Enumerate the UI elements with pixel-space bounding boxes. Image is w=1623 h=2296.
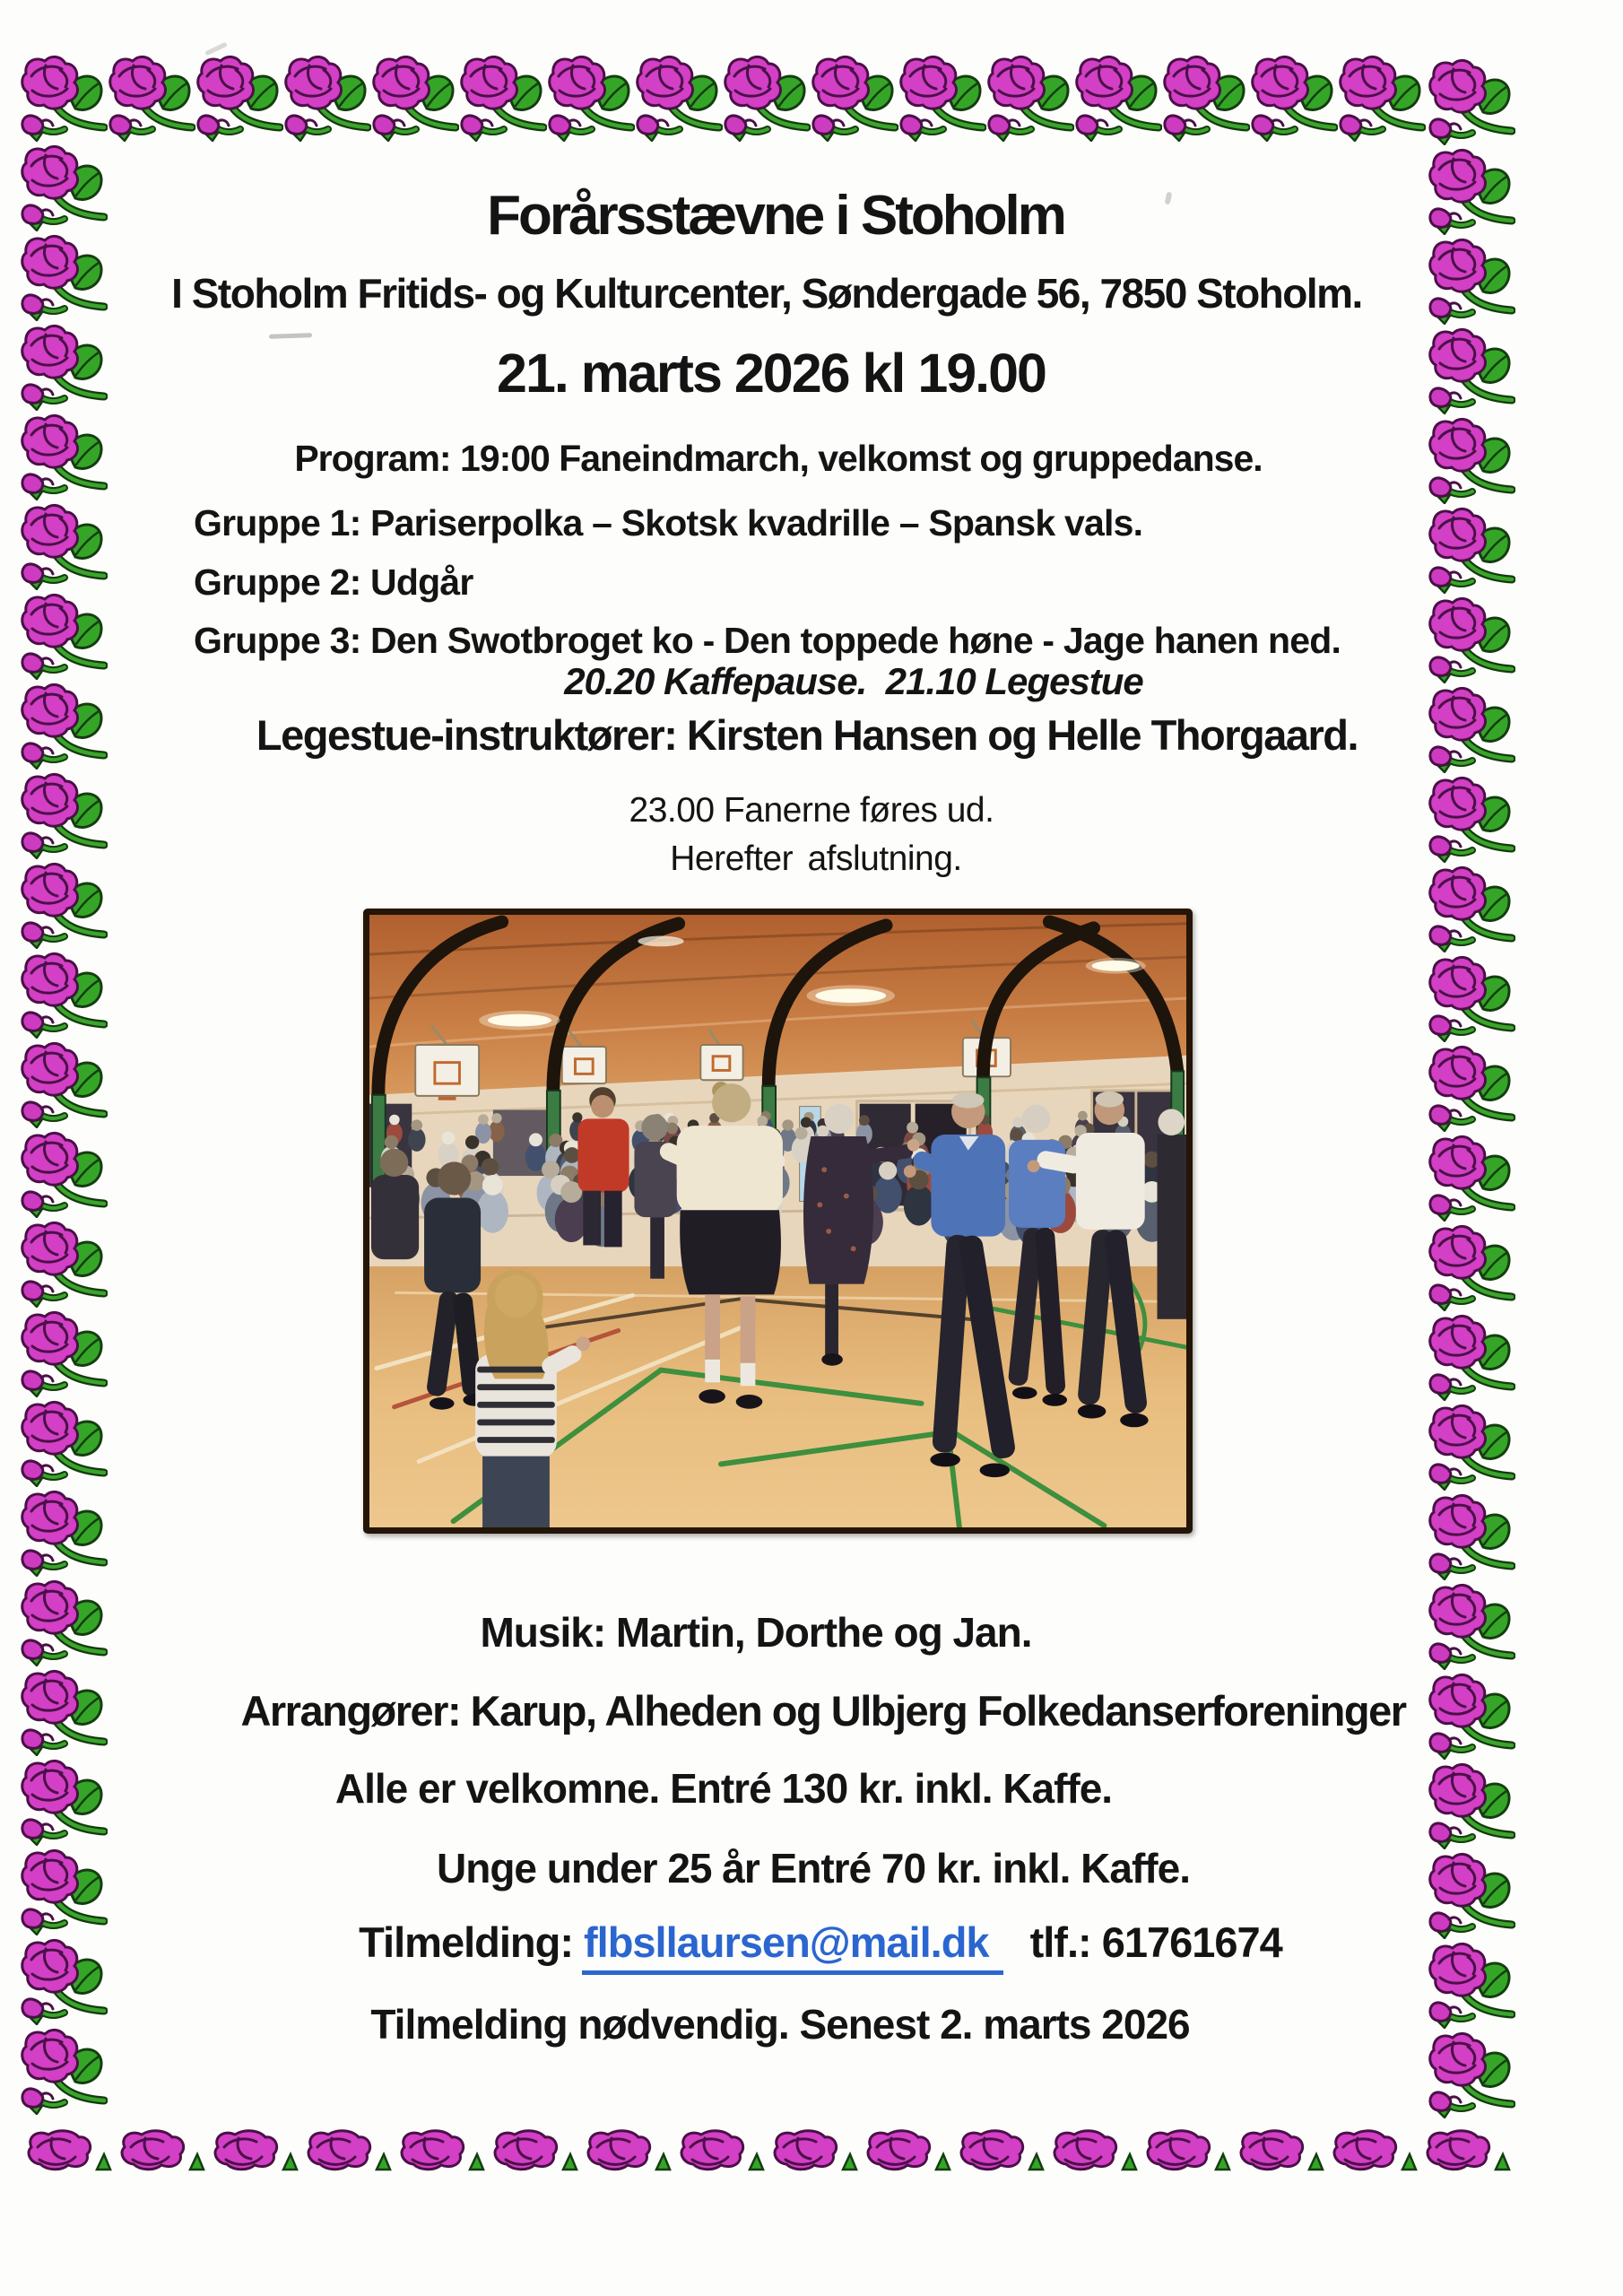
coffee-break-line: 20.20 Kaffepause. 21.10 Legestue [564,660,1143,702]
rose-border-top [20,52,1426,142]
rose-icon [1428,1760,1515,1849]
venue-line: I Stoholm Fritids- og Kulturcenter, Søndergade 56, 7850 Stoholm. [171,270,1362,317]
deadline-line: Tilmelding nødvendig. Senest 2. marts 2026 [370,2001,1190,2048]
rose-icon [1144,2127,1237,2174]
rose-icon [20,590,108,680]
rose-icon [20,1039,108,1128]
rose-icon [1338,52,1426,142]
rose-icon [1428,2029,1515,2118]
datetime-line: 21. marts 2026 kl 19.00 [497,343,1046,404]
scan-artifact [269,333,312,339]
rose-icon [20,411,108,500]
rose-icon [212,2127,305,2174]
rose-icon [958,2127,1051,2174]
rose-icon [898,52,986,142]
rose-icon [398,2127,491,2174]
rose-icon [1428,145,1515,235]
email-link[interactable]: flbsllaursen@mail.dk [582,1918,1003,1975]
rose-border-bottom [25,2127,1517,2174]
group-2-line: Gruppe 2: Udgår [194,561,473,603]
rose-icon [20,2025,108,2115]
rose-icon [20,1308,108,1397]
rose-icon [20,231,108,321]
rose-icon [1428,1042,1515,1132]
rose-icon [723,52,811,142]
group-3-line: Gruppe 3: Den Swotbroget ko - Den toppede høne - Jage hanen ned. [194,620,1341,661]
rose-icon [20,770,108,859]
rose-icon [20,949,108,1039]
rose-icon [20,680,108,770]
program-header: Program: 19:00 Faneindmarch, velkomst og gruppedanse. [294,438,1263,479]
event-title: Forårsstævne i Stoholm [487,185,1064,247]
rose-icon [118,2127,212,2174]
rose-icon [1428,1401,1515,1491]
rose-icon [1428,235,1515,325]
rose-icon [20,1487,108,1577]
closing-line: Herefter afslutning. [670,839,962,878]
music-line: Musik: Martin, Dorthe og Jan. [480,1609,1032,1656]
rose-icon [771,2127,864,2174]
signup-phone: tlf.: 61761674 [1029,1918,1282,1966]
rose-icon [986,52,1074,142]
rose-icon [20,1397,108,1487]
rose-icon [20,1935,108,2025]
rose-icon [585,2127,678,2174]
rose-icon [108,52,195,142]
rose-icon [20,1577,108,1666]
rose-icon [20,321,108,411]
entry-young-line: Unge under 25 år Entré 70 kr. inkl. Kaffe. [437,1845,1190,1892]
rose-icon [1428,1311,1515,1401]
rose-icon [635,52,723,142]
dance-hall-scene [369,915,1186,1527]
rose-icon [678,2127,771,2174]
rose-icon [864,2127,958,2174]
organizers-line: Arrangører: Karup, Alheden og Ulbjerg Folkedanserforeninger [240,1687,1406,1735]
rose-icon [1428,1491,1515,1580]
rose-icon [20,142,108,231]
rose-icon [1428,1222,1515,1311]
signup-label: Tilmelding: [359,1918,573,1966]
rose-icon [1428,56,1515,145]
rose-icon [371,52,459,142]
rose-icon [1428,952,1515,1042]
rose-icon [195,52,283,142]
rose-icon [811,52,898,142]
rose-icon [491,2127,585,2174]
signup-line [161,1919,1480,1967]
rose-icon [1428,325,1515,414]
rose-icon [547,52,635,142]
rose-icon [1051,2127,1144,2174]
rose-icon [1428,414,1515,504]
rose-icon [20,500,108,590]
flags-out-line: 23.00 Fanerne føres ud. [629,791,994,830]
rose-icon [459,52,547,142]
rose-icon [1074,52,1162,142]
rose-icon [20,1846,108,1935]
rose-icon [20,52,108,142]
rose-icon [1428,1132,1515,1222]
rose-icon [20,1128,108,1218]
instructors-line: Legestue-instruktører: Kirsten Hansen og Helle Thorgaard. [256,711,1358,759]
rose-icon [20,1218,108,1308]
rose-icon [20,1666,108,1756]
rose-icon [1424,2127,1517,2174]
rose-icon [1428,1580,1515,1670]
rose-icon [1237,2127,1331,2174]
rose-icon [25,2127,118,2174]
rose-border-left [20,142,108,2115]
rose-icon [1331,2127,1424,2174]
event-photo [363,909,1193,1534]
rose-icon [305,2127,398,2174]
entry-all-line: Alle er velkomne. Entré 130 kr. inkl. Kaffe. [334,1765,1113,1812]
rose-icon [20,859,108,949]
rose-icon [283,52,371,142]
rose-icon [1250,52,1338,142]
group-1-line: Gruppe 1: Pariserpolka – Skotsk kvadrille – Spansk vals. [194,502,1143,544]
rose-icon [1162,52,1250,142]
rose-border-right [1428,56,1515,2118]
